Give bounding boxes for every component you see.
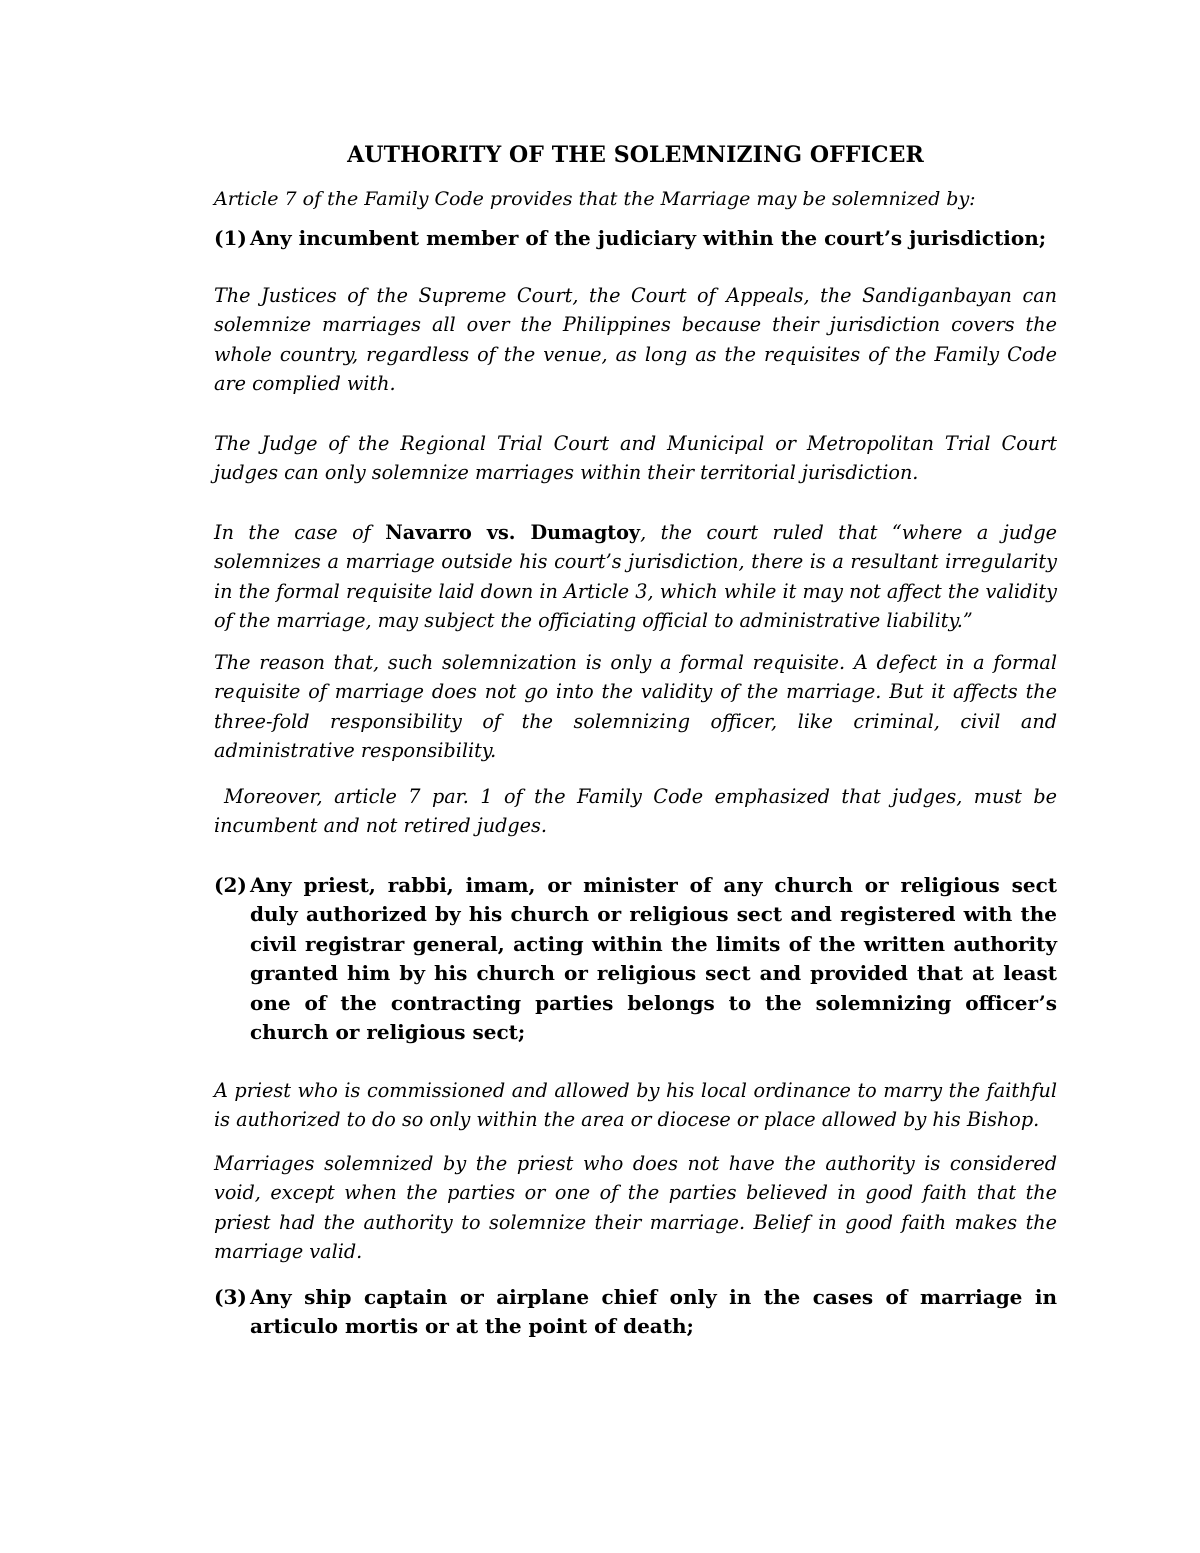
document-title: AUTHORITY OF THE SOLEMNIZING OFFICER: [347, 142, 924, 168]
case-ruling-text: , the court ruled that “where a judge solemnizes a marriage outside his court’s jurisdiction, there is a resultant irregularity in the formal requisite laid down in Article 3, which while it may not affect the validity of the marriage, may subject the officiating official to administrative liability.”: [214, 520, 1057, 632]
section-3-heading-text: Any ship captain or airplane chief only in the cases of marriage in articulo mortis or at the point of death;: [250, 1284, 1057, 1338]
intro-paragraph: Article 7 of the Family Code provides that the Marriage may be solemnized by:: [214, 188, 976, 210]
document-content: [214, 140, 1057, 1342]
section-3-number: (3): [214, 1284, 247, 1309]
section-1-paragraph-1: The Justices of the Supreme Court, the Court of Appeals, the Sandiganbayan can solemnize marriages all over the Philippines because their jurisdiction covers the whole country, regardless of the venue, as long as the requisites of the Family Code are complied with.: [214, 283, 1057, 395]
section-2-heading: [214, 871, 1057, 1048]
section-1-heading: [214, 224, 1057, 254]
section-1-heading-text: Any incumbent member of the judiciary within the court’s jurisdiction;: [250, 226, 1047, 250]
section-2-paragraph-2: Marriages solemnized by the priest who does not have the authority is considered void, except when the parties or one of the parties believed in good faith that the priest had the authority to solemnize their marriage. Belief in good faith makes the marriage valid.: [214, 1151, 1057, 1263]
section-1-number: (1): [214, 226, 247, 250]
case-name: Navarro vs. Dumagtoy: [385, 520, 641, 544]
section-2-heading-text: Any priest, rabbi, imam, or minister of any church or religious sect duly authorized by his church or religious sect and registered with the civil registrar general, acting within the limits of the written authority granted him by his church or religious sect and provided that at least one of the contracting parties belongs to the solemnizing officer’s church or religious sect;: [250, 872, 1057, 1044]
case-intro-text: In the case of: [214, 520, 386, 544]
section-3-heading: [214, 1283, 1057, 1342]
section-2-paragraph-1: A priest who is commissioned and allowed by his local ordinance to marry the faithful is authorized to do so only within the area or diocese or place allowed by his Bishop.: [214, 1078, 1057, 1131]
section-1-paragraph-2: The Judge of the Regional Trial Court and Municipal or Metropolitan Trial Court judges can only solemnize marriages within their territorial jurisdiction.: [214, 431, 1057, 484]
section-1-paragraph-4: The reason that, such solemnization is only a formal requisite. A defect in a formal requisite of marriage does not go into the validity of the marriage. But it affects the three-fold responsibility of the solemnizing officer, like criminal, civil and administrative responsibility.: [214, 650, 1057, 762]
section-2-number: (2): [214, 872, 247, 897]
section-1-paragraph-3: [214, 518, 1057, 636]
section-1-paragraph-5: Moreover, article 7 par. 1 of the Family Code emphasized that judges, must be incumbent and not retired judges.: [214, 784, 1057, 837]
